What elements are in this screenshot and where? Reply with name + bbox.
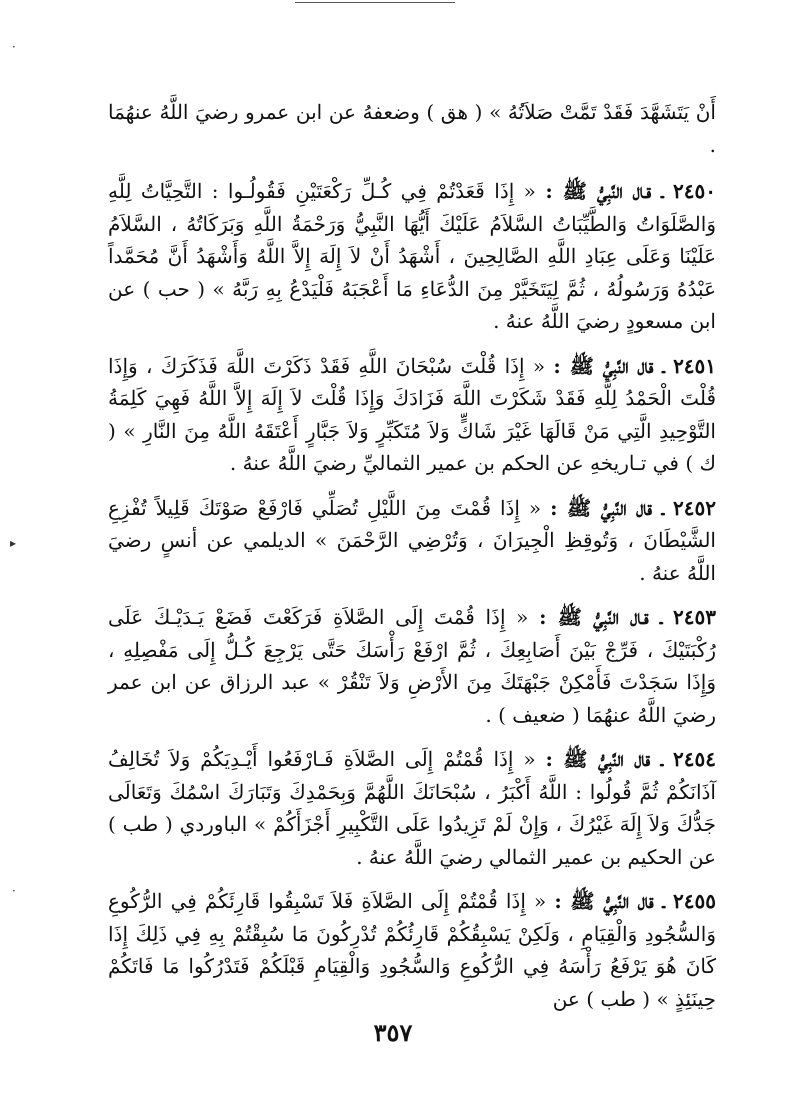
hadith-head: ـ قال النَّبِيُّ ﷺ : [554, 889, 665, 913]
margin-mark: · [12, 40, 16, 54]
hadith-head: ـ قال النَّبِيُّ ﷺ : [545, 747, 664, 771]
hadith-number: ٢٤٥٤ [673, 747, 717, 771]
hadith-head: ـ قـال النَّبِيُّ ﷺ : [545, 179, 664, 203]
hadith-text: « إِذَا قُمْتَ إِلَى الصَّلاَةِ فَرَكَعْتَ فَضَعْ يَـدَيْـكَ عَلَى رُكْبَتَيْكَ ، فَرِّجْ بَيْنَ أَصَابِعِكَ ، ثُمَّ ارْفَعْ رَأْسَكَ حَتَّى يَرْجِعَ كُـلُّ إِلَى مَفْصِلِهِ ، وَإِذَا سَجَدْتَ فَأَمْكِنْ جَبْهَتَكَ مِنَ الأَرْضِ وَلاَ تَنْقُرْ » عبد الرزاق عن ابن عمر رضيَ اللَّهُ عنهُمَا ( ضعيف ) . [108, 605, 716, 727]
hadith-text: « إِذَا قُلْتَ سُبْحَانَ اللَّهِ فَقَدْ ذَكَرْتَ اللَّهَ فَذَكَرَكَ ، وَإِذَا قُلْتَ الْحَمْدُ لِلَّهِ فَقَدْ شَكَرْتَ اللَّهَ فَزَادَكَ وَإِذَا قُلْتَ لاَ إِلَهَ إِلاَّ اللَّهُ فَهِيَ كَلِمَةُ التَّوْحِيدِ الَّتِي مَنْ قَالَهَا غَيْرَ شَاكٍّ وَلاَ مُتَكَبِّرٍ وَلاَ جَبَّارٍ أَعْتَقَهُ اللَّهُ مِنَ النَّارِ » ( ك ) في تـاريخهِ عن الحكم بن عمير الثماليِّ رضيَ اللَّهُ عنهُ . [108, 353, 716, 475]
hadith-head: ـ قـال النَّبِيُّ ﷺ : [539, 605, 663, 629]
hadith-head: ـ قال النَّبِيُّ ﷺ : [553, 353, 665, 378]
hadith-2455 [108, 885, 716, 1015]
hadith-2451 [108, 350, 716, 480]
hadith-2454 [108, 743, 716, 873]
hadith-number: ٢٤٥٣ [673, 605, 717, 629]
top-rule [295, 2, 455, 3]
margin-mark: · [12, 884, 16, 898]
page-number: ٣٥٧ [373, 1018, 413, 1047]
page-body [108, 96, 716, 1027]
continuation-paragraph: أَنْ يَتَشَهَّدَ فَقَدْ تَمَّتْ صَلاَتُهُ » ( هق ) وضعفهُ عن ابن عمرو رضيَ اللَّهُ عنهُمَا . [108, 100, 716, 157]
margin-mark: ▸ [10, 536, 17, 550]
hadith-text: « إِذَا قَعَدْتُمْ فِي كُـلِّ رَكْعَتَيْنِ فَقُولُـوا : التَّحِيَّاتُ لِلَّهِ وَالصَّلَوَاتُ وَالطَّيِّبَاتُ السَّلاَمُ عَلَيْكَ أَيُّهَا النَّبِيُّ وَرَحْمَةُ اللَّهِ وَبَرَكَاتُهُ ، السَّلاَمُ عَلَيْنَا وَعَلَى عِبَادِ اللَّهِ الصَّالِحِينَ ، أَشْهَدُ أَنْ لاَ إِلَهَ إِلاَّ اللَّهُ وَأَشْهَدُ أَنَّ مُحَمَّداً عَبْدُهُ وَرَسُولُهُ ، ثُمَّ لِيَتَخَيَّرْ مِنَ الدُّعَاءِ مَا أَعْجَبَهُ فَلْيَدْعُ بِهِ رَبَّهُ » ( حب ) عن ابن مسعودٍ رضيَ اللَّهُ عنهُ . [108, 179, 716, 333]
hadith-head: ـ قال النَّبِيُّ ﷺ : [550, 495, 665, 520]
hadith-text: « إِذَا قُمْتَ مِنَ اللَّيْلِ تُصَلِّي فَارْفَعْ صَوْتَكَ قَلِيلاً تُفْزِعِ الشَّيْطَانَ ، وَتُوقِظِ الْجِيرَانَ ، وَتُرْضِي الرَّحْمَنَ » الديلمي عن أنسٍ رضيَ اللَّهُ عنهُ . [108, 495, 716, 585]
hadith-number: ٢٤٥٠ [673, 179, 716, 203]
hadith-2452 [108, 492, 716, 590]
hadith-2450 [108, 175, 716, 338]
hadith-number: ٢٤٥٥ [673, 889, 717, 913]
hadith-number: ٢٤٥٢ [673, 495, 717, 520]
hadith-text: « إِذَا قُمْتُمْ إِلَى الصَّلاَةِ فَلاَ تَسْبِقُوا قَارِئَكُمْ فِي الرُّكُوعِ وَالسُّجُودِ وَالْقِيَامِ ، وَلَكِنْ يَسْبِقُكُمْ قَارِئُكُمْ تُدْرِكُونَ مَا سُبِقْتُمْ بِهِ فِي ذَلِكَ إِذَا كَانَ هُوَ يَرْفَعُ رَأْسَهُ فِي الرُّكُوعِ وَالسُّجُودِ وَالْقِيَامِ قَبْلَكُمْ فَتَدْرُكُوا مَا فَاتَكُمْ حِينَئِذٍ » ( طب ) عن [108, 889, 717, 1011]
hadith-text: « إِذَا قُمْتُمْ إِلَى الصَّلاَةِ فَـارْفَعُوا أَيْـدِيَكُمْ وَلاَ تُخَالِفُ آذَانَكُمْ ثُمَّ قُولُوا : اللَّهُ أَكْبَرُ ، سُبْحَانَكَ اللَّهُمَّ وَبِحَمْدِكَ وَتَبَارَكَ اسْمُكَ وَتَعَالَى جَدُّكَ وَلاَ إِلَهَ غَيْرُكَ ، وَإِنْ لَمْ تَزِيدُوا عَلَى التَّكْبِيرِ أَجْزَأَكُمْ » الباوردي ( طب ) عن الحكيم بن عمير الثمالي رضيَ اللَّهُ عنهُ . [108, 747, 716, 869]
hadith-number: ٢٤٥١ [673, 353, 717, 378]
hadith-2453 [108, 601, 716, 731]
